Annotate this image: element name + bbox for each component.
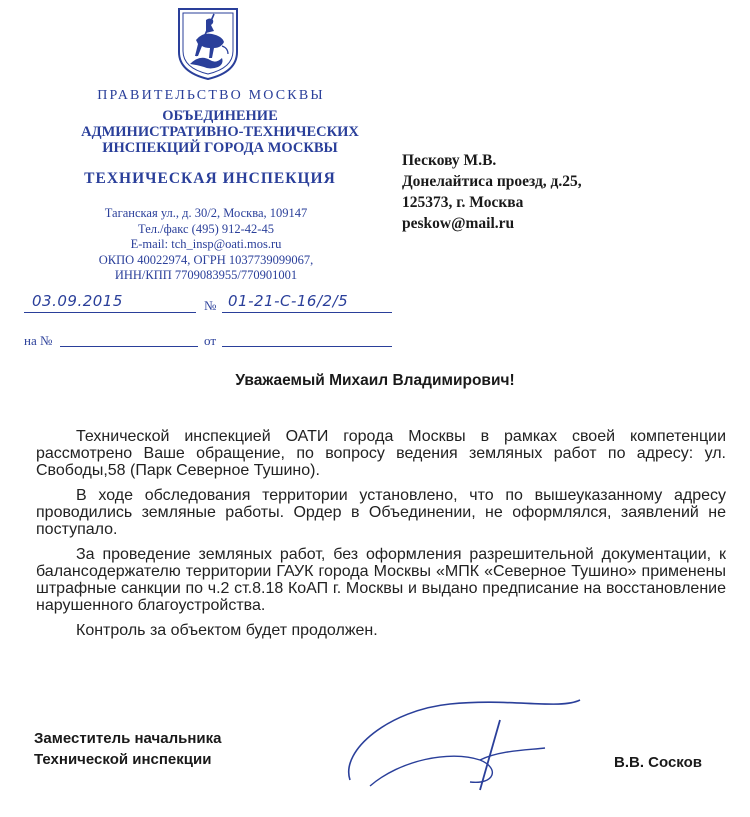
addressee-block <box>402 150 582 234</box>
outgoing-date: 03.09.2015 <box>32 292 123 310</box>
department-name: ТЕХНИЧЕСКАЯ ИНСПЕКЦИЯ <box>84 170 336 187</box>
association-line: ОБЪЕДИНЕНИЕ <box>162 108 278 124</box>
reference-label: на № <box>24 333 53 348</box>
reference-line <box>60 346 198 347</box>
body-paragraph: В ходе обследования территории установлено, что по вышеуказанному адресу проводились земляные работы. Ордер в Объединении, не оформлялся, заявлений не поступало. <box>36 487 726 538</box>
contact-line: ОКПО 40022974, ОГРН 1037739099067, <box>98 252 314 267</box>
contact-line: ИНН/КПП 7709083955/770901001 <box>114 268 298 282</box>
number-line <box>222 312 392 313</box>
signer-title-line: Заместитель начальника <box>34 730 222 747</box>
contact-details <box>30 206 382 284</box>
association-line: АДМИНИСТРАТИВНО-ТЕХНИЧЕСКИХ <box>81 124 359 140</box>
outgoing-number: 01-21-С-16/2/5 <box>228 292 349 310</box>
addressee-city: 125373, г. Москва <box>402 194 524 211</box>
number-label: № <box>204 298 217 313</box>
reference-date-line <box>222 346 392 347</box>
body-paragraph: За проведение земляных работ, без оформления разрешительной документации, к балансодержателю территории ГАУК города Москвы «МПК «Северное Тушино» применены штрафные санкции по ч.2 ст.8.18 КоАП г. Москвы и выдано предписание на восстановление нарушенного благоустройства. <box>36 546 726 614</box>
addressee-street: Донелайтиса проезд, д.25, <box>402 173 582 190</box>
addressee-email: peskow@mail.ru <box>402 215 515 232</box>
association-name <box>60 108 380 156</box>
greeting: Уважаемый Михаил Владимирович! <box>235 372 515 389</box>
signer-name: В.В. Сосков <box>614 754 703 771</box>
signer-title-line: Технической инспекции <box>34 751 212 768</box>
reference-from-label: от <box>204 333 217 348</box>
body-paragraph: Технической инспекцией ОАТИ города Москвы в рамках своей компетенции рассмотрено Ваше обращение, по вопросу ведения земляных работ по адресу: ул. Свободы,58 (Парк Северное Тушино). <box>36 428 726 479</box>
handwritten-signature <box>330 690 590 800</box>
date-line <box>24 312 196 313</box>
letter-body <box>36 428 726 647</box>
government-name: ПРАВИТЕЛЬСТВО МОСКВЫ <box>97 88 325 103</box>
body-paragraph: Контроль за объектом будет продолжен. <box>76 622 378 639</box>
signer-title <box>34 728 221 770</box>
contact-line: E-mail: tch_insp@oati.mos.ru <box>130 237 282 251</box>
addressee-name: Пескову М.В. <box>402 152 497 169</box>
association-line: ИНСПЕКЦИЙ ГОРОДА МОСКВЫ <box>102 140 338 156</box>
contact-line: Таганская ул., д. 30/2, Москва, 109147 <box>104 206 308 220</box>
contact-line: Тел./факс (495) 912-42-45 <box>138 221 274 236</box>
moscow-coat-of-arms-icon <box>176 6 240 82</box>
